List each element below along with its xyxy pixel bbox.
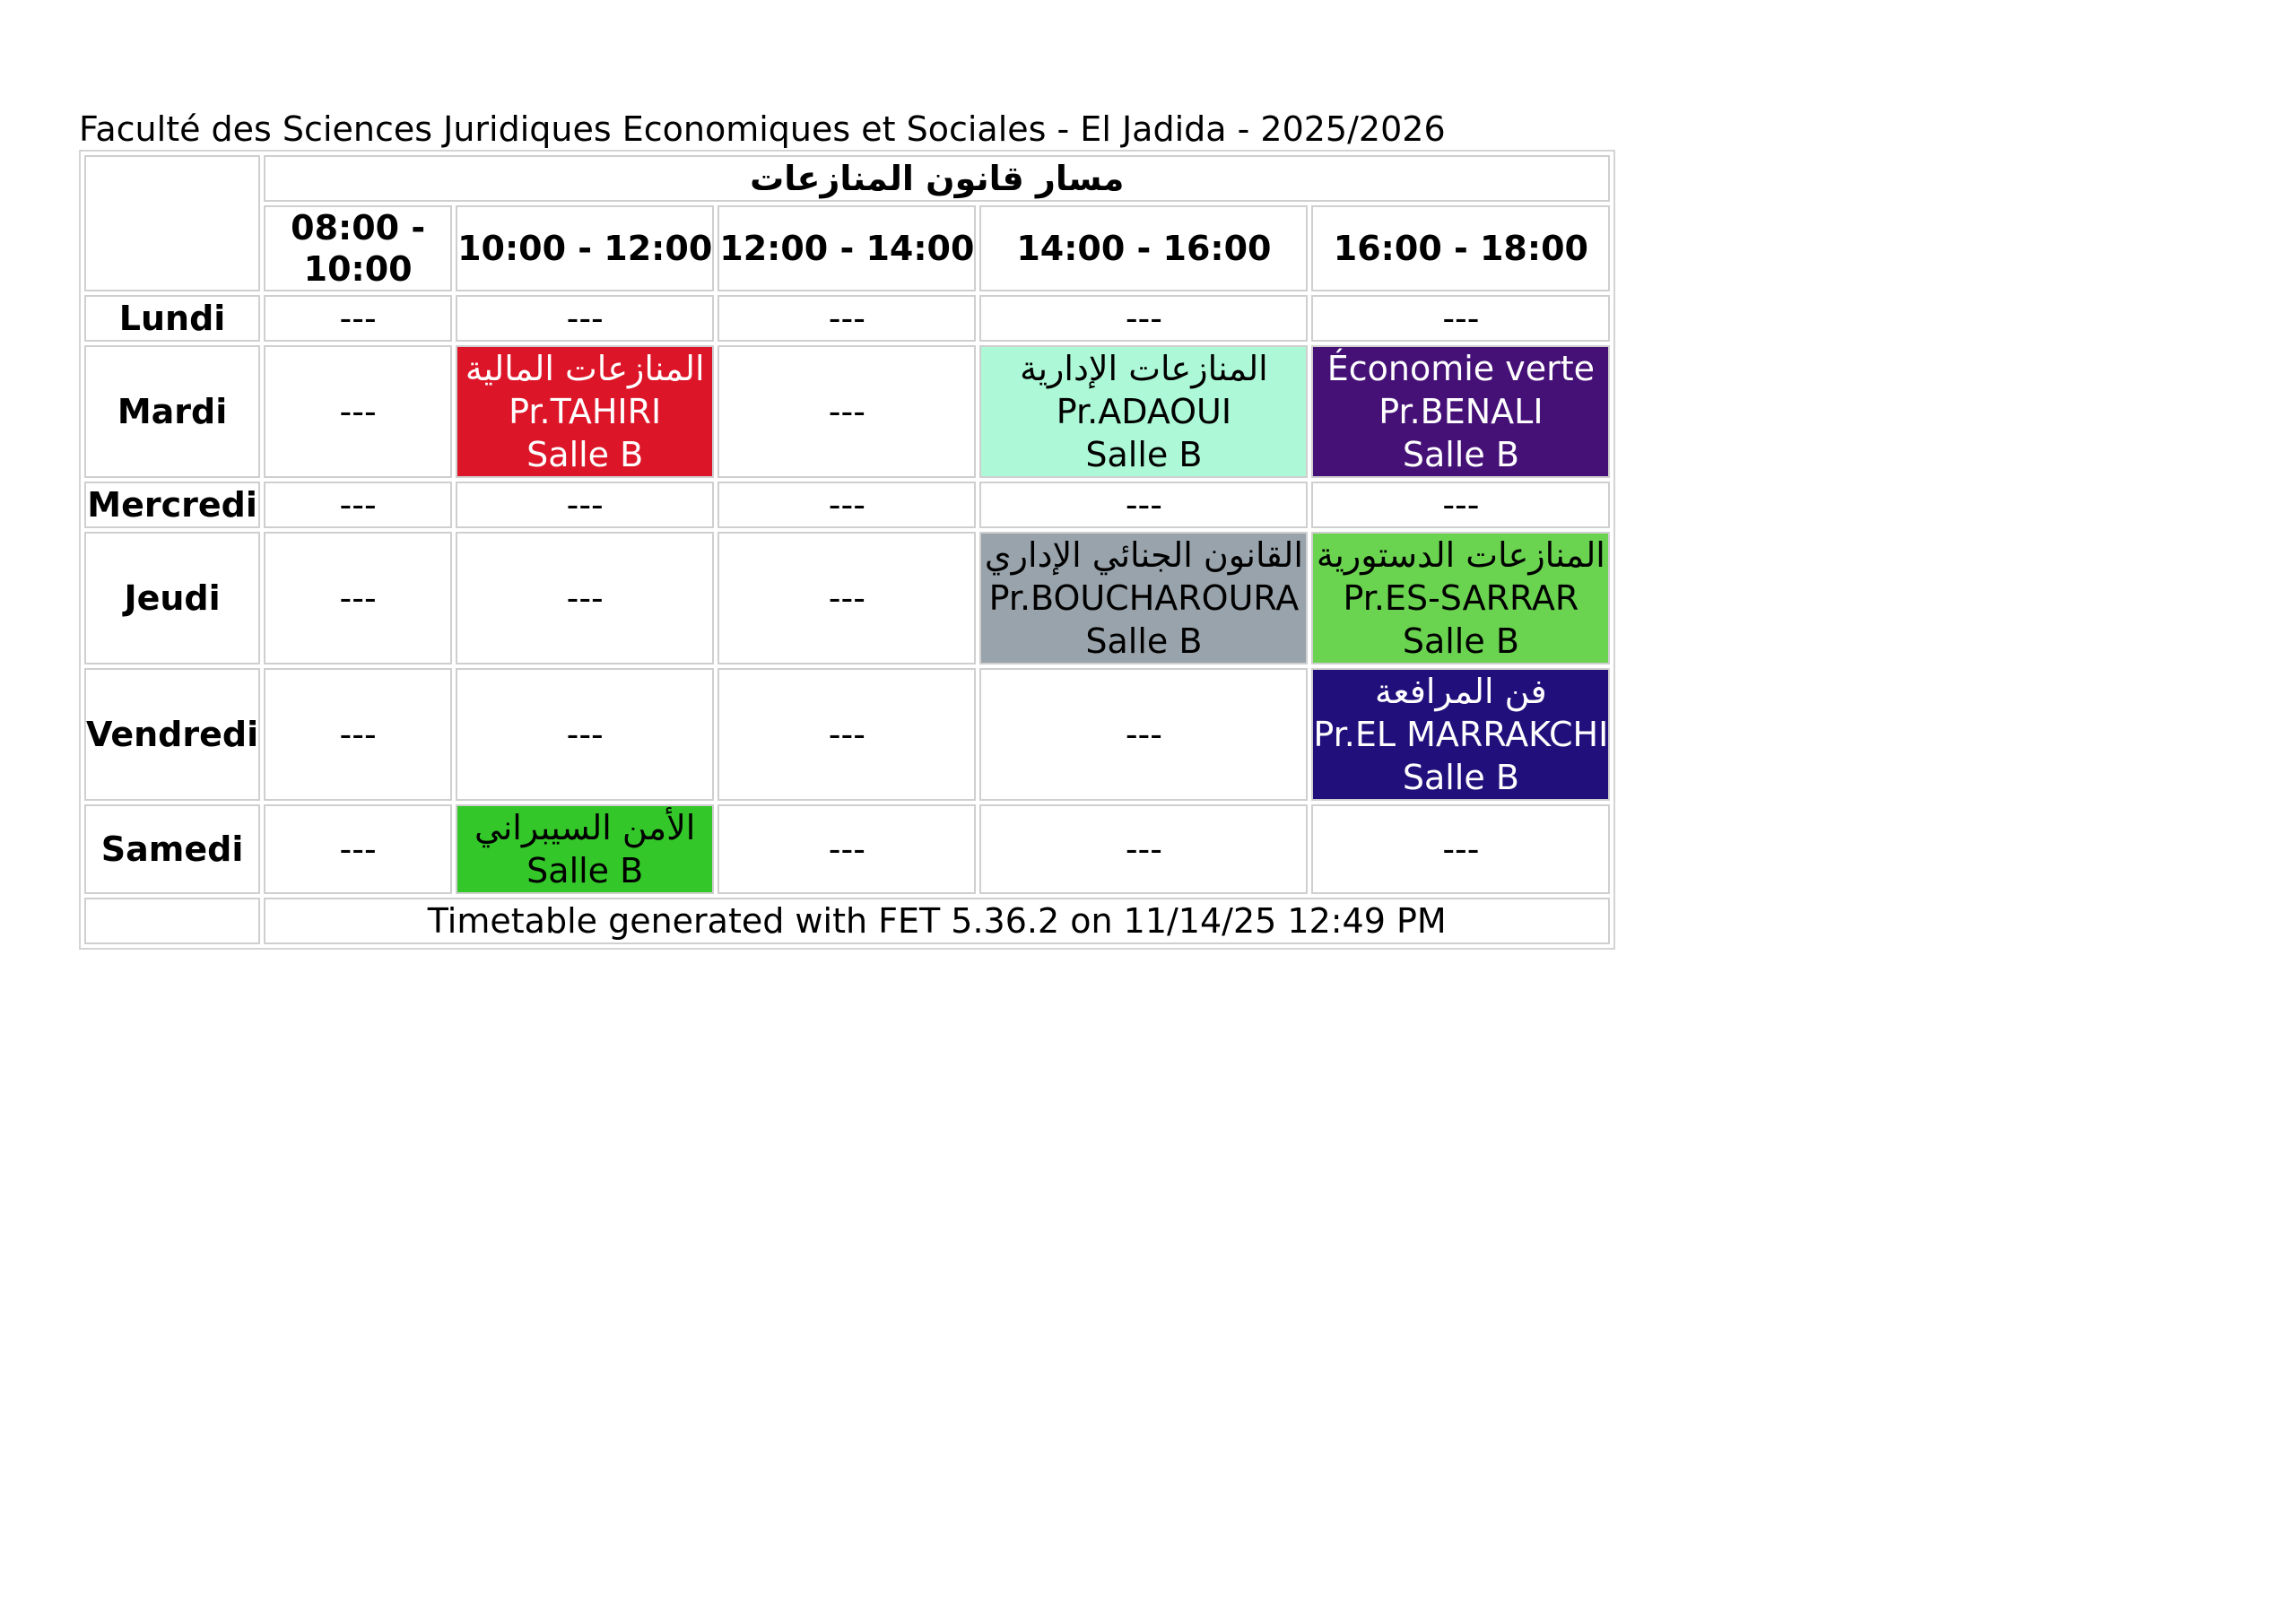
session-teacher: Pr.TAHIRI	[509, 392, 662, 431]
session-cell	[456, 804, 714, 894]
session-room: Salle B	[526, 435, 644, 474]
empty-slot: ---	[718, 532, 976, 664]
session-cell	[1311, 532, 1610, 664]
empty-slot: ---	[718, 668, 976, 801]
session-room: Salle B	[1402, 758, 1519, 797]
empty-slot: ---	[456, 295, 714, 342]
session-cell	[979, 345, 1308, 478]
generator-note: Timetable generated with FET 5.36.2 on 11/14/25 12:49 PM	[264, 898, 1610, 944]
empty-slot: ---	[979, 482, 1308, 528]
time-slot-header: 12:00 - 14:00	[718, 205, 976, 291]
day-label: Samedi	[84, 804, 260, 894]
session-room: Salle B	[1402, 621, 1519, 661]
program-title: مسار قانون المنازعات	[264, 155, 1610, 202]
empty-slot: ---	[456, 532, 714, 664]
time-slot-header: 08:00 - 10:00	[264, 205, 452, 291]
day-label: Jeudi	[84, 532, 260, 664]
session-room: Salle B	[1085, 621, 1203, 661]
session-title: فن المرافعة	[1375, 672, 1547, 711]
session-room: Salle B	[526, 851, 644, 890]
empty-slot: ---	[456, 668, 714, 801]
empty-slot: ---	[264, 345, 452, 478]
day-label: Vendredi	[84, 668, 260, 801]
empty-slot: ---	[264, 482, 452, 528]
empty-slot: ---	[718, 482, 976, 528]
session-title: القانون الجنائي الإداري	[984, 535, 1303, 575]
empty-slot: ---	[264, 532, 452, 664]
session-title: المنازعات الدستورية	[1316, 535, 1605, 575]
session-teacher: Pr.ADAOUI	[1056, 392, 1232, 431]
session-room: Salle B	[1085, 435, 1203, 474]
day-label: Mardi	[84, 345, 260, 478]
empty-slot: ---	[979, 295, 1308, 342]
session-teacher: Pr.BENALI	[1378, 392, 1544, 431]
session-teacher: Pr.BOUCHAROURA	[988, 578, 1300, 618]
empty-slot: ---	[264, 668, 452, 801]
footer-corner	[84, 898, 260, 944]
empty-slot: ---	[1311, 804, 1610, 894]
session-title: المنازعات المالية	[465, 349, 705, 388]
empty-slot: ---	[264, 295, 452, 342]
timetable-caption: Faculté des Sciences Juridiques Economiques et Sociales - El Jadida - 2025/2026	[79, 109, 1446, 149]
empty-slot: ---	[979, 804, 1308, 894]
empty-slot: ---	[718, 345, 976, 478]
empty-slot: ---	[979, 668, 1308, 801]
timetable	[79, 150, 1615, 950]
empty-slot: ---	[1311, 482, 1610, 528]
session-cell	[456, 345, 714, 478]
day-label: Lundi	[84, 295, 260, 342]
session-cell	[1311, 668, 1610, 801]
session-teacher: Pr.ES-SARRAR	[1343, 578, 1579, 618]
session-cell	[1311, 345, 1610, 478]
empty-slot: ---	[456, 482, 714, 528]
session-title: المنازعات الإدارية	[1020, 349, 1268, 388]
corner-cell	[84, 155, 260, 291]
session-room: Salle B	[1402, 435, 1519, 474]
empty-slot: ---	[718, 295, 976, 342]
session-title: الأمن السيبراني	[474, 808, 696, 847]
empty-slot: ---	[718, 804, 976, 894]
time-slot-header: 16:00 - 18:00	[1311, 205, 1610, 291]
session-title: Économie verte	[1326, 349, 1596, 388]
time-slot-header: 14:00 - 16:00	[979, 205, 1308, 291]
session-teacher: Pr.EL MARRAKCHI	[1313, 715, 1609, 754]
session-cell	[979, 532, 1308, 664]
day-label: Mercredi	[84, 482, 260, 528]
time-slot-header: 10:00 - 12:00	[456, 205, 714, 291]
empty-slot: ---	[1311, 295, 1610, 342]
empty-slot: ---	[264, 804, 452, 894]
